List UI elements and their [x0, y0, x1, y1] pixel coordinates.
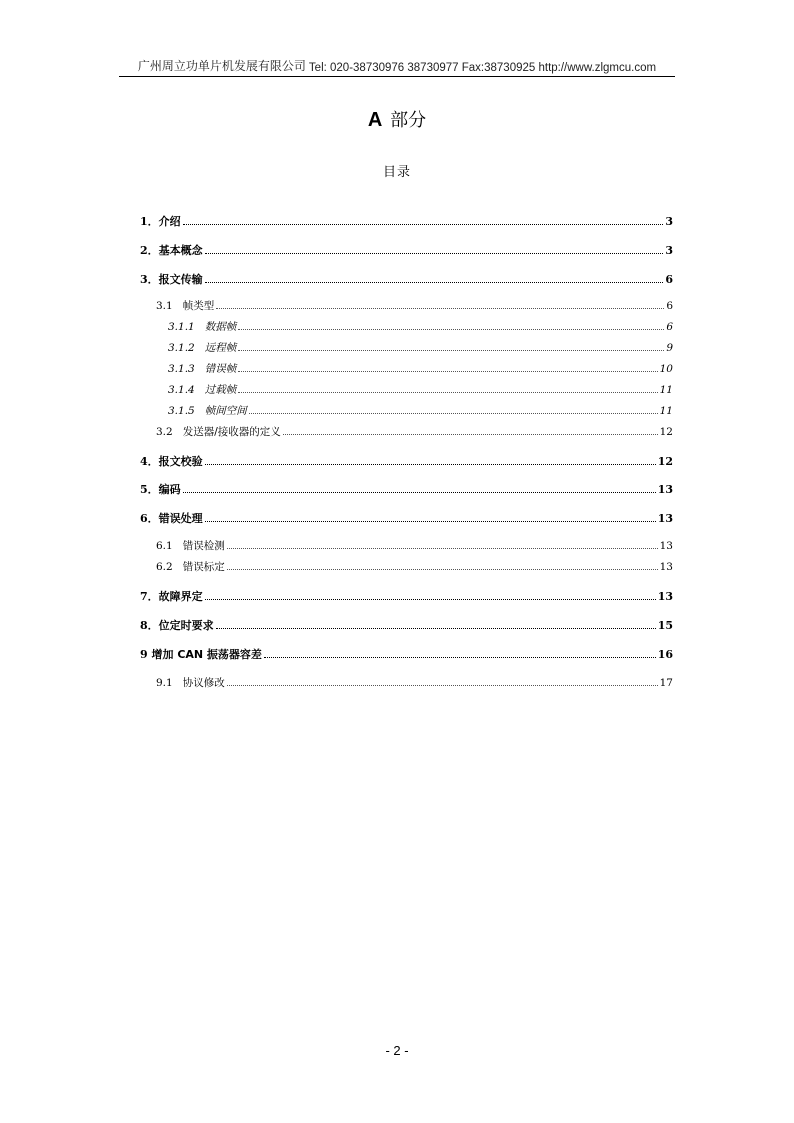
toc-page: 13 [657, 590, 673, 603]
toc-number: 3.1.2 [168, 342, 205, 354]
toc-entry[interactable] [156, 538, 673, 553]
toc-leader [205, 253, 664, 254]
toc-page: 13 [659, 561, 673, 573]
toc-page: 13 [659, 540, 673, 552]
toc-leader [283, 434, 658, 435]
toc-page: 6 [665, 273, 673, 286]
toc-number: 3.1.4 [168, 384, 205, 396]
toc-title: 目录 [382, 165, 411, 180]
toc-leader [183, 492, 656, 493]
toc-leader [183, 224, 664, 225]
toc-entry[interactable] [156, 424, 673, 439]
toc-number: 3.1 [156, 300, 183, 312]
toc-text: 增加 CAN 振荡器容差 [151, 648, 262, 661]
toc-number: 4． [140, 455, 159, 468]
toc-leader [227, 569, 658, 570]
toc-text: 位定时要求 [158, 619, 214, 632]
toc-number: 5． [140, 483, 159, 496]
toc-text: 帧间空间 [204, 405, 247, 417]
page-number: - 2 - [385, 1043, 409, 1058]
toc-page: 6 [666, 300, 673, 312]
toc-text: 错误帧 [204, 363, 237, 375]
toc-number: 3． [140, 273, 159, 286]
toc-number: 6． [140, 512, 159, 525]
toc-page: 10 [659, 363, 673, 375]
toc-leader [238, 392, 657, 393]
toc-leader [205, 464, 656, 465]
toc-leader [205, 599, 656, 600]
part-title [0, 106, 794, 132]
toc-number: 6.1 [156, 540, 183, 552]
toc-number: 2． [140, 244, 159, 257]
toc-page: 3 [665, 215, 673, 228]
toc-leader [238, 350, 664, 351]
toc-page: 13 [657, 483, 673, 496]
toc-text: 协议修改 [182, 677, 225, 689]
toc-leader [227, 548, 658, 549]
toc-text: 故障界定 [158, 590, 203, 603]
toc-entry[interactable] [140, 453, 673, 469]
toc-leader [264, 657, 656, 658]
toc-page: 11 [659, 384, 673, 396]
toc-leader [238, 329, 664, 330]
toc-number: 9.1 [156, 677, 183, 689]
toc-page: 12 [657, 455, 673, 468]
toc-entry[interactable] [168, 340, 673, 355]
toc-text: 错误标定 [182, 561, 225, 573]
toc-number: 3.2 [156, 426, 183, 438]
toc-number: 3.1.3 [168, 363, 205, 375]
toc-text: 远程帧 [204, 342, 237, 354]
toc-page: 11 [659, 405, 673, 417]
part-letter: A [367, 109, 383, 131]
toc-entry[interactable] [140, 588, 673, 604]
header-company: 广州周立功单片机发展有限公司 [137, 59, 306, 73]
header-contact: Tel: 020-38730976 38730977 Fax:38730925 http://www.zlgmcu.com [308, 62, 657, 74]
toc-number: 3.1.1 [168, 321, 205, 333]
toc-text: 介绍 [158, 215, 181, 228]
toc-text: 过载帧 [204, 384, 237, 396]
toc-entry[interactable] [140, 617, 673, 633]
toc-entry[interactable] [168, 319, 673, 334]
toc-number: 7． [140, 590, 159, 603]
toc-text: 编码 [158, 483, 181, 496]
toc-page: 16 [657, 648, 673, 661]
toc-entry[interactable] [140, 242, 673, 258]
toc-leader [205, 282, 664, 283]
toc-entry[interactable] [168, 403, 673, 418]
toc-leader [249, 413, 658, 414]
toc-text: 数据帧 [204, 321, 237, 333]
toc-entry[interactable] [168, 382, 673, 397]
toc-page: 13 [657, 512, 673, 525]
toc-text: 帧类型 [182, 300, 215, 312]
toc-number: 3.1.5 [168, 405, 205, 417]
toc-text: 错误检测 [182, 540, 225, 552]
toc-number: 1． [140, 215, 159, 228]
toc-leader [227, 685, 658, 686]
toc-text: 报文传输 [158, 273, 203, 286]
toc-text: 发送器/接收器的定义 [182, 426, 281, 438]
toc-entry[interactable] [156, 559, 673, 574]
toc-entry[interactable] [140, 646, 673, 662]
part-text: 部分 [390, 110, 427, 131]
toc-leader [216, 308, 664, 309]
toc-entry[interactable] [140, 271, 673, 287]
toc-entry[interactable] [140, 510, 673, 526]
toc-page: 15 [657, 619, 673, 632]
toc-page: 17 [659, 677, 673, 689]
toc-page: 3 [665, 244, 673, 257]
toc-text: 错误处理 [158, 512, 203, 525]
toc-entry[interactable] [156, 675, 673, 690]
toc-entry[interactable] [156, 298, 673, 313]
toc-page: 12 [659, 426, 673, 438]
toc-number: 8． [140, 619, 159, 632]
toc-leader [205, 521, 656, 522]
toc-entry[interactable] [140, 481, 673, 497]
toc-entry[interactable] [140, 213, 673, 229]
page-header [119, 56, 675, 77]
toc-page: 6 [666, 321, 673, 333]
toc-number: 6.2 [156, 561, 183, 573]
toc-text: 报文校验 [158, 455, 203, 468]
toc-leader [238, 371, 657, 372]
toc-entry[interactable] [168, 361, 673, 376]
toc-leader [216, 628, 656, 629]
toc-number: 9 [140, 648, 152, 661]
toc-page: 9 [666, 342, 673, 354]
toc-text: 基本概念 [158, 244, 203, 257]
